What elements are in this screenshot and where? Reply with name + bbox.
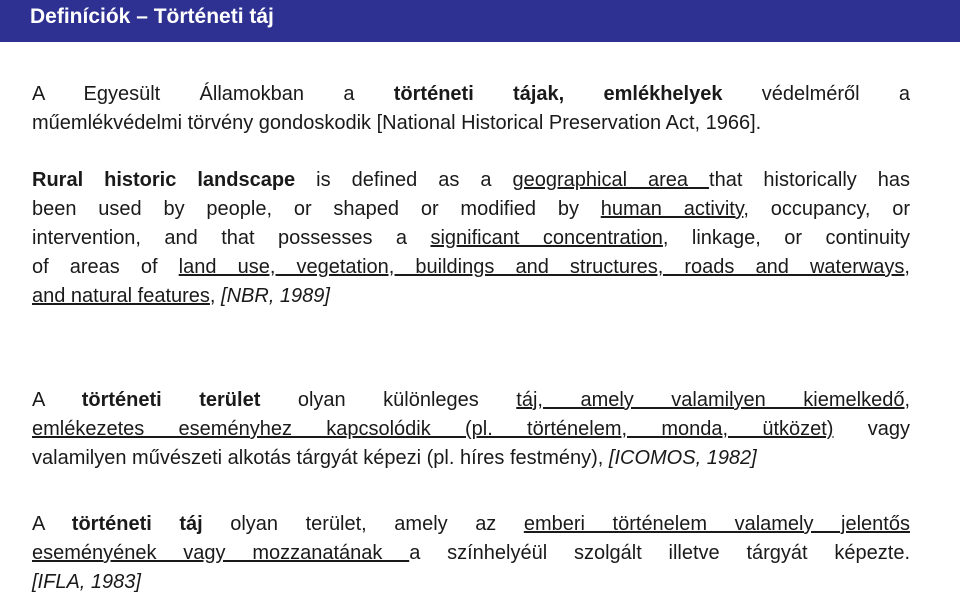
underlined-phrase: geographical area [512, 169, 710, 191]
title-bar [0, 0, 960, 42]
underlined-phrase: human activity [600, 198, 744, 220]
term-memorial-sites: emlékhelyek [603, 83, 723, 105]
paragraph-line [32, 510, 910, 539]
text-run: , [209, 285, 222, 307]
paragraph-line [32, 166, 910, 195]
paragraph-line [32, 282, 910, 311]
underlined-phrase: significant concentration [430, 227, 663, 249]
paragraph-line [32, 386, 910, 415]
text-run: A [32, 513, 72, 535]
underlined-phrase: táj, amely valamilyen kiemelkedő, [516, 389, 910, 411]
paragraph-line [32, 224, 910, 253]
text-run: olyan terület, amely az [202, 513, 524, 535]
text-run: A Egyesült Államokban a [32, 83, 394, 105]
text-run: been used by people, or shaped or modified by [32, 198, 601, 220]
text-run: olyan különleges [260, 389, 517, 411]
paragraph-line [32, 253, 910, 282]
slide-title: Definíciók – Történeti táj [30, 5, 274, 28]
paragraph-historic-area [32, 386, 910, 473]
underlined-phrase: emlékezetes eseményhez kapcsolódik (pl. történelem, monda, ütközet) [32, 418, 834, 440]
text-run: , occupancy, or [743, 198, 910, 220]
text-run [564, 83, 603, 105]
term-rural-historic-landscape: Rural historic landscape [32, 169, 296, 191]
term-historic-area: történeti terület [81, 389, 261, 411]
term-historic-landscape: történeti táj [71, 513, 203, 535]
underlined-phrase: emberi történelem valamely jelentős [523, 513, 910, 535]
text-run: a színhelyéül szolgált illetve tárgyát képezte. [409, 542, 910, 564]
text-run: of areas of [32, 256, 179, 278]
paragraph-historic-landscape [32, 510, 910, 597]
text-run: műemlékvédelmi törvény gondoskodik [National Historical Preservation Act, 1966]. [32, 112, 762, 134]
text-run: , linkage, or continuity [662, 227, 910, 249]
text-run: valamilyen művészeti alkotás tárgyát képezi (pl. híres festmény), [32, 447, 609, 469]
text-run: intervention, and that possesses a [32, 227, 431, 249]
paragraph-line [32, 415, 910, 444]
text-run: is defined as a [295, 169, 513, 191]
paragraph-line [32, 444, 910, 473]
citation-ifla: [IFLA, 1983] [32, 571, 141, 593]
underlined-phrase: eseményének vagy mozzanatának [32, 542, 410, 564]
text-run: that historically has [709, 169, 911, 191]
paragraph-line [32, 195, 910, 224]
text-run: vagy [833, 418, 910, 440]
text-run: A [32, 389, 82, 411]
paragraph-line [32, 80, 910, 109]
citation-icomos: [ICOMOS, 1982] [608, 447, 757, 469]
paragraph-line [32, 568, 910, 597]
term-historic-landscapes: történeti tájak, [393, 83, 565, 105]
underlined-phrase: land use, vegetation, buildings and structures, roads and waterways, [178, 256, 910, 278]
underlined-phrase: and natural features [32, 285, 210, 307]
text-run: védelméről a [722, 83, 910, 105]
paragraph-line [32, 109, 910, 138]
paragraph-line [32, 539, 910, 568]
citation-nbr: [NBR, 1989] [221, 285, 330, 307]
paragraph-us-preservation [32, 80, 910, 138]
paragraph-rural-historic-landscape [32, 166, 910, 311]
